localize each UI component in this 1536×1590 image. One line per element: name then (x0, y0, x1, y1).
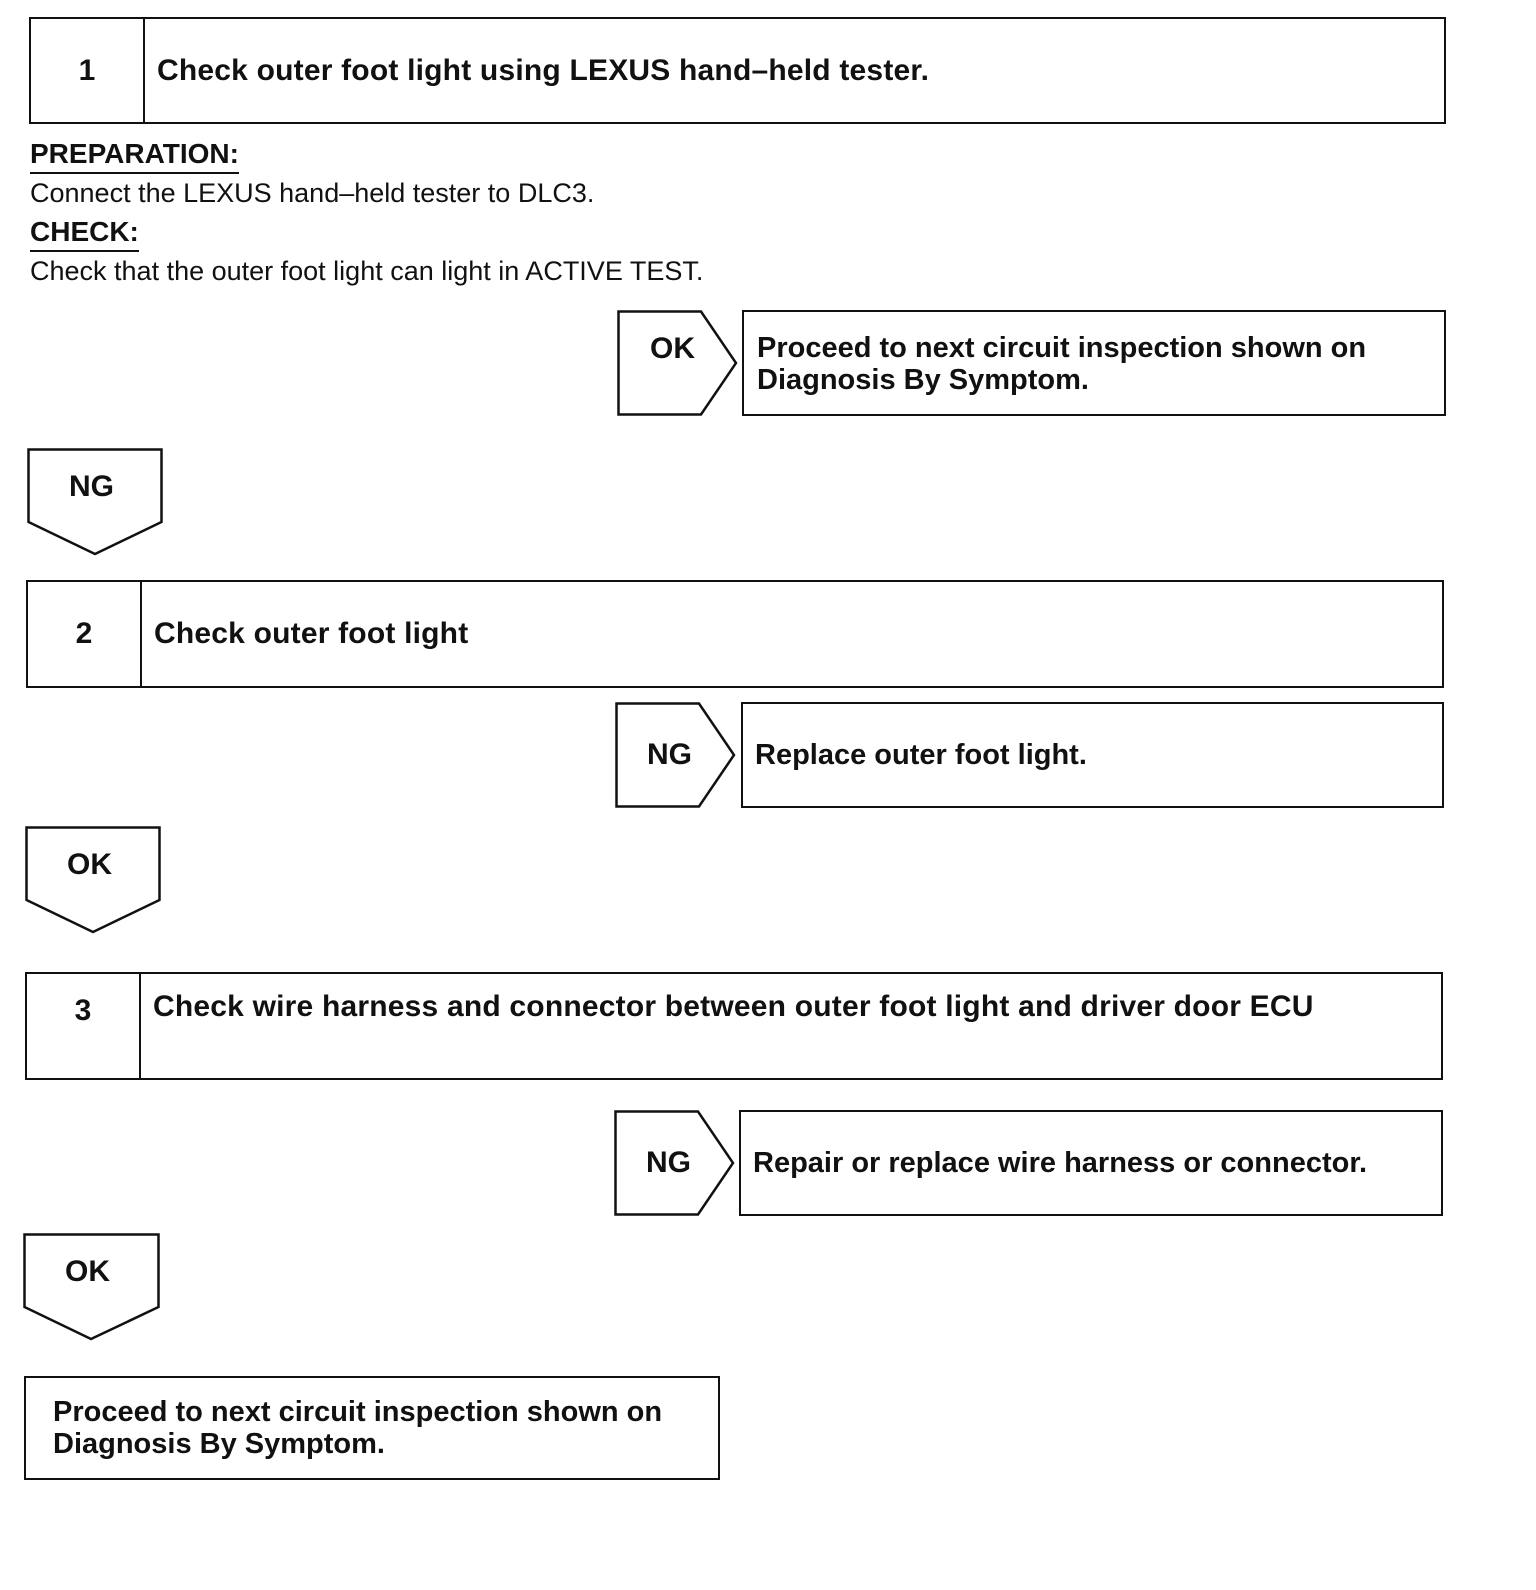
final-result-box (24, 1376, 720, 1480)
check-text: Check that the outer foot light can light in ACTIVE TEST. (30, 256, 704, 286)
step-title: Check wire harness and connector between outer foot light and driver door ECU (153, 990, 1314, 1023)
arrow-label: OK (67, 848, 112, 881)
step-number: 1 (31, 19, 145, 122)
result-line: Diagnosis By Symptom. (53, 1428, 385, 1460)
arrow-label: NG (646, 1146, 691, 1179)
step-title: Check outer foot light using LEXUS hand–held tester. (157, 53, 930, 87)
step-2-ng-result (741, 702, 1444, 808)
preparation-text: Connect the LEXUS hand–held tester to DLC3. (30, 178, 595, 208)
step-3-ng-result (739, 1110, 1443, 1216)
step-2-ok-arrow (25, 826, 161, 934)
check-heading: CHECK: (30, 214, 139, 252)
result-line: Proceed to next circuit inspection shown on (53, 1396, 663, 1428)
arrow-label: NG (647, 738, 692, 771)
step-title: Check outer foot light (154, 617, 469, 650)
step-3-ok-arrow (23, 1233, 160, 1341)
step-number: 2 (28, 582, 142, 686)
result-line: Diagnosis By Symptom. (757, 364, 1089, 396)
step-2-ng-arrow (615, 702, 737, 808)
step-3-ng-arrow (614, 1110, 736, 1216)
result-line: Replace outer foot light. (755, 739, 1087, 771)
arrow-label: NG (69, 470, 114, 503)
step-1-ok-result (742, 310, 1446, 416)
step-number: 3 (27, 974, 141, 1078)
arrow-label: OK (650, 332, 695, 365)
step-1-ng-arrow (27, 448, 163, 556)
step-2-box (26, 580, 1444, 688)
step-3-box (25, 972, 1443, 1080)
result-line: Proceed to next circuit inspection shown on (757, 332, 1367, 364)
step-1-box (29, 17, 1446, 124)
arrow-label: OK (65, 1255, 110, 1288)
result-line: Repair or replace wire harness or connector. (753, 1147, 1368, 1179)
step-1-ok-arrow (617, 310, 739, 416)
preparation-heading: PREPARATION: (30, 136, 239, 174)
